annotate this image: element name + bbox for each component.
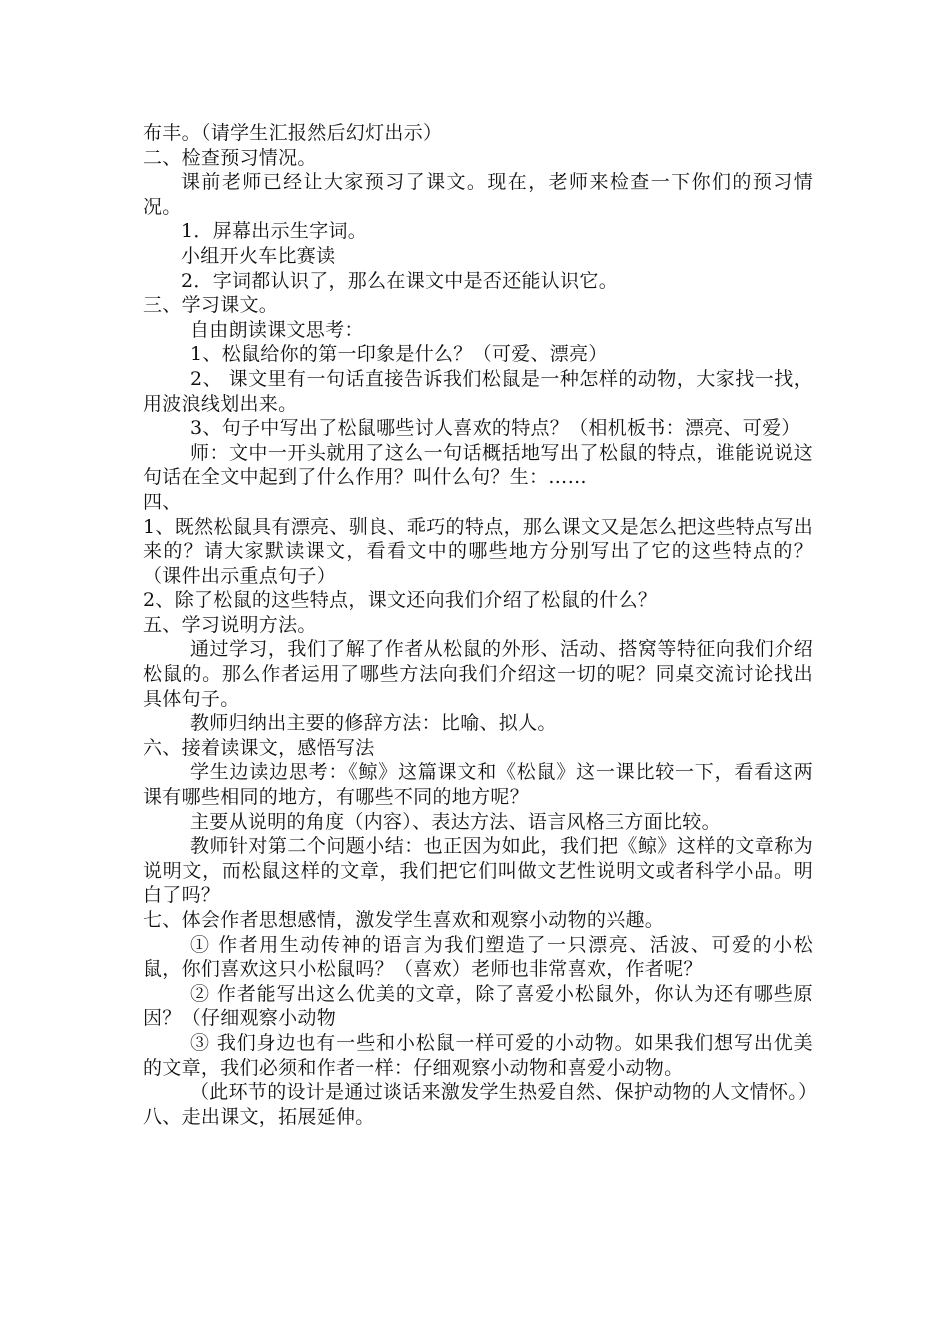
paragraph: 学生边读边思考：《鲸》这篇课文和《松鼠》这一课比较一下，看看这两课有哪些相同的地方，有哪些不同的地方呢？ <box>143 761 813 809</box>
section-heading: 六、接着读课文，感悟写法 <box>143 736 375 759</box>
paragraph: 3、句子中写出了松鼠哪些讨人喜欢的特点？（相机板书：漂亮、可爱） <box>190 417 801 440</box>
document-body <box>143 121 818 1129</box>
paragraph: 教师归纳出主要的修辞方法：比喻、拟人。 <box>190 712 557 735</box>
section-heading: 五、学习说明方法。 <box>143 613 317 636</box>
section-heading: 四、 <box>143 490 182 513</box>
paragraph: 通过学习，我们了解了作者从松鼠的外形、活动、搭窝等特征向我们介绍松鼠的。那么作者运用了哪些方法向我们介绍这一切的呢？同桌交流讨论找出具体句子。 <box>143 638 813 710</box>
paragraph: 1．屏幕出示生字词。 <box>181 220 368 243</box>
paragraph: 1、既然松鼠具有漂亮、驯良、乖巧的特点，那么课文又是怎么把这些特点写出来的？请大家默读课文，看看文中的哪些地方分别写出了它的这些特点的？（课件出示重点句子） <box>143 515 813 587</box>
paragraph: 教师针对第二个问题小结：也正因为如此，我们把《鲸》这样的文章称为说明文，而松鼠这样的文章，我们把它们叫做文艺性说明文或者科学小品。明白了吗？ <box>143 835 813 907</box>
paragraph: （此环节的设计是通过谈话来激发学生热爱自然、保护动物的人文情怀。） <box>190 1081 818 1104</box>
section-heading: 三、学习课文。 <box>143 294 279 317</box>
paragraph: ① 作者用生动传神的语言为我们塑造了一只漂亮、活波、可爱的小松鼠，你们喜欢这只小松鼠吗？（喜欢）老师也非常喜欢，作者呢？ <box>143 933 813 981</box>
paragraph: 主要从说明的角度（内容）、表达方法、语言风格三方面比较。 <box>190 810 721 833</box>
paragraph: 师：文中一开头就用了这么一句话概括地写出了松鼠的特点，谁能说说这句话在全文中起到了什么作用？叫什么句？生：…… <box>143 441 813 489</box>
paragraph: 小组开火车比赛读 <box>181 244 336 267</box>
section-heading: 二、检查预习情况。 <box>143 146 317 169</box>
paragraph: 布丰。（请学生汇报然后幻灯出示） <box>143 122 443 144</box>
section-heading: 七、体会作者思想感情，激发学生喜欢和观察小动物的兴趣。 <box>143 909 665 931</box>
paragraph: 2、 课文里有一句话直接告诉我们松鼠是一种怎样的动物，大家找一找，用波浪线划出来。 <box>143 367 813 415</box>
paragraph: 2、除了松鼠的这些特点，课文还向我们介绍了松鼠的什么？ <box>143 589 658 612</box>
paragraph: 自由朗读课文思考： <box>190 318 364 341</box>
paragraph: 课前老师已经让大家预习了课文。现在，老师来检查一下你们的预习情况。 <box>143 171 813 218</box>
paragraph: 2．字词都认识了，那么在课文中是否还能认识它。 <box>181 269 618 292</box>
section-heading: 八、走出课文，拓展延伸。 <box>143 1105 375 1128</box>
paragraph: 1、松鼠给你的第一印象是什么？（可爱、漂亮） <box>190 343 608 366</box>
paragraph: ② 作者能写出这么优美的文章，除了喜爱小松鼠外，你认为还有哪些原因？（仔细观察小动物 <box>143 982 813 1030</box>
paragraph: ③ 我们身边也有一些和小松鼠一样可爱的小动物。如果我们想写出优美的文章，我们必须和作者一样：仔细观察小动物和喜爱小动物。 <box>143 1031 813 1079</box>
